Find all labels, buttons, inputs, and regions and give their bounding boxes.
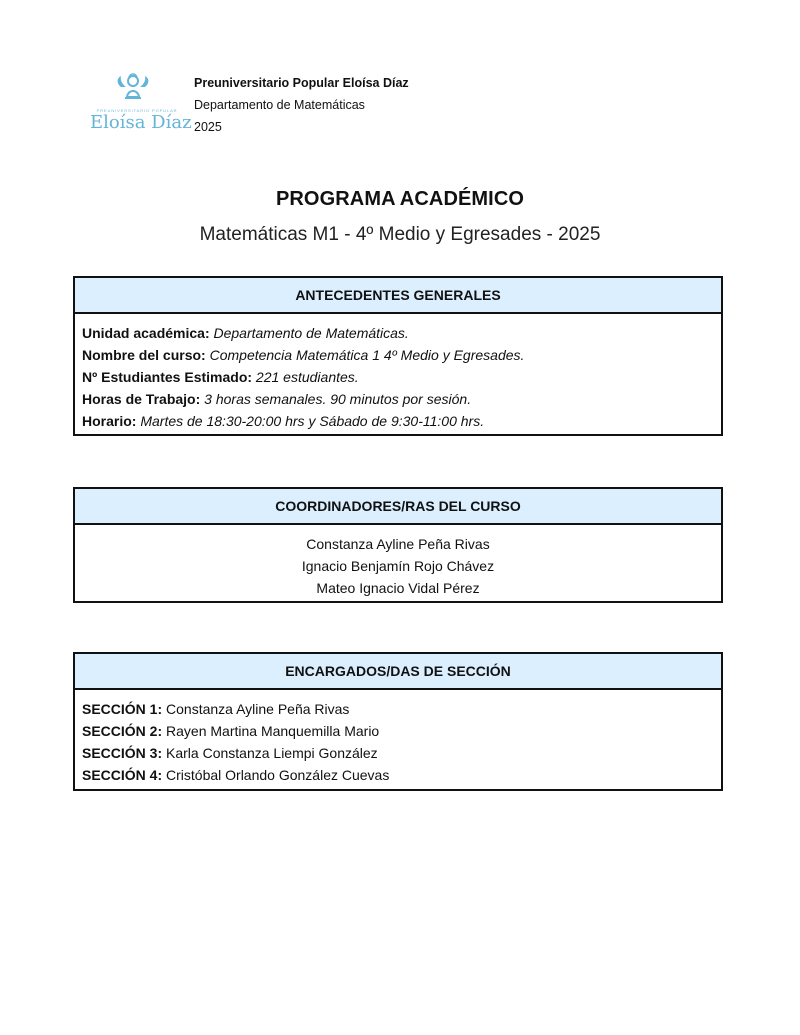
section-label: SECCIÓN 4: (82, 767, 163, 783)
section-label: SECCIÓN 1: (82, 701, 163, 717)
encargados-box (73, 652, 723, 791)
section-row (82, 720, 715, 742)
department-name: Departamento de Matemáticas (194, 98, 365, 112)
organization-name: Preuniversitario Popular Eloísa Díaz (194, 76, 409, 90)
logo-emblem-icon (112, 72, 154, 102)
detail-value: Martes de 18:30-20:00 hrs y Sábado de 9:30-11:00 hrs. (140, 413, 485, 429)
section-label: SECCIÓN 3: (82, 745, 163, 761)
section-manager-name: Constanza Ayline Peña Rivas (166, 701, 350, 717)
detail-value: 221 estudiantes. (255, 369, 359, 385)
detail-label: Unidad académica: (82, 325, 210, 341)
coordinadores-content (75, 525, 721, 599)
section-manager-name: Cristóbal Orlando González Cuevas (166, 767, 390, 783)
detail-row (82, 322, 715, 344)
antecedentes-content (75, 314, 721, 432)
section-row (82, 764, 715, 786)
detail-label: Nombre del curso: (82, 347, 206, 363)
detail-value: Departamento de Matemáticas. (213, 325, 409, 341)
detail-row (82, 388, 715, 410)
encargados-content (75, 690, 721, 786)
antecedentes-heading: ANTECEDENTES GENERALES (75, 278, 721, 314)
logo-name: Eloísa Díaz (90, 112, 192, 133)
document-title: PROGRAMA ACADÉMICO (275, 188, 525, 210)
detail-label: Horario: (82, 413, 137, 429)
encargados-heading: ENCARGADOS/DAS DE SECCIÓN (75, 654, 721, 690)
antecedentes-generales-box (73, 276, 723, 436)
detail-label: Horas de Trabajo: (82, 391, 201, 407)
section-manager-name: Karla Constanza Liempi González (166, 745, 378, 761)
coordinator-name: Ignacio Benjamín Rojo Chávez (301, 558, 495, 574)
coordinator-name: Constanza Ayline Peña Rivas (306, 536, 490, 552)
detail-row (82, 344, 715, 366)
coordinator-name: Mateo Ignacio Vidal Pérez (316, 580, 480, 596)
document-header (88, 70, 708, 140)
detail-value: Competencia Matemática 1 4º Medio y Egresades. (209, 347, 525, 363)
detail-row (82, 410, 715, 432)
detail-row (82, 366, 715, 388)
document-year: 2025 (194, 120, 222, 134)
detail-value: 3 horas semanales. 90 minutos por sesión. (204, 391, 472, 407)
document-subtitle: Matemáticas M1 - 4º Medio y Egresades - 2025 (199, 224, 601, 245)
organization-logo (88, 70, 192, 138)
section-row (82, 742, 715, 764)
coordinadores-box (73, 487, 723, 603)
section-label: SECCIÓN 2: (82, 723, 163, 739)
coordinadores-heading: COORDINADORES/RAS DEL CURSO (75, 489, 721, 525)
section-row (82, 698, 715, 720)
section-manager-name: Rayen Martina Manquemilla Mario (166, 723, 380, 739)
organization-info (194, 72, 409, 138)
logo-top-text: PREUNIVERSITARIO POPULAR (96, 108, 178, 113)
detail-label: Nº Estudiantes Estimado: (82, 369, 253, 385)
